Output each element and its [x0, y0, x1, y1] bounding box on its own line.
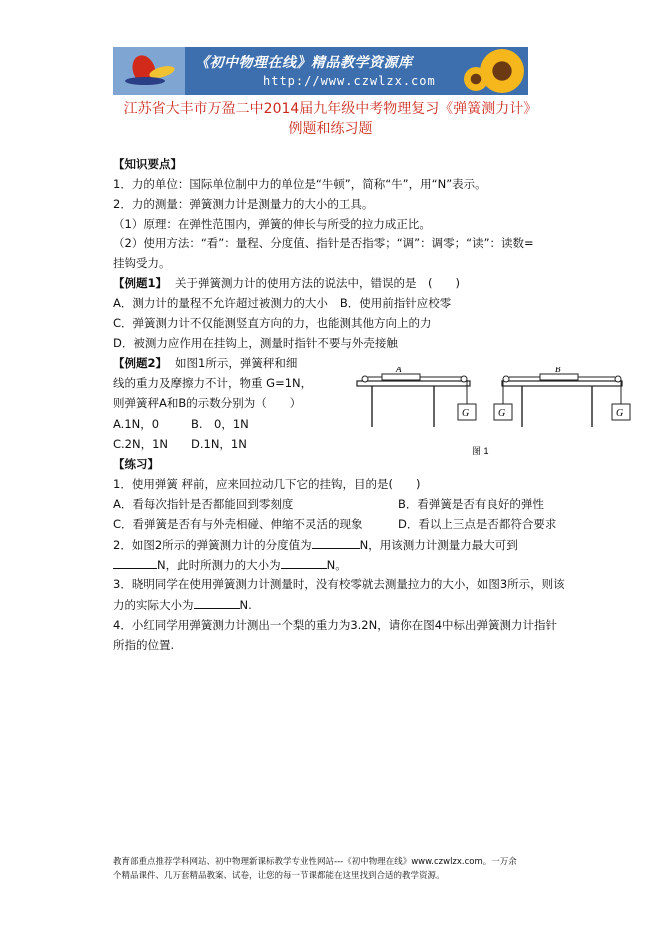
- spring-scale-b-label: B: [555, 367, 561, 374]
- banner-url: http://www.czwlzx.com: [263, 74, 436, 88]
- practice-q2-text: N，用该测力计测量力最大可到: [359, 538, 518, 552]
- weight-label: G: [462, 408, 470, 419]
- option-b: B. 0，1N: [191, 417, 249, 431]
- example2-question: 线的重力及摩擦力不计，物重 G=1N，: [113, 376, 313, 390]
- option-d: D.1N，1N: [191, 437, 247, 451]
- practice-q3: 3．晓明同学在使用弹簧测力计测量时，没有校零就去测量拉力的大小，如图3所示，则该: [113, 577, 565, 591]
- example2-options: [113, 416, 249, 432]
- sunflower-icon: [480, 49, 524, 93]
- example1-options: [113, 295, 451, 311]
- practice-q4: 所指的位置.: [113, 638, 175, 652]
- practice-q1-options: [113, 496, 544, 512]
- footer-text: 教育部重点推荐学科网站、初中物理新课标教学专业性网站---《初中物理在线》www.czwlzx.com。一万余: [113, 857, 517, 867]
- practice-q3-text: 力的实际大小为: [113, 598, 194, 612]
- option-d: D．被测力应作用在挂钩上，测量时指针不要与外壳接触: [113, 336, 398, 350]
- knowledge-point: （2）使用方法：“看”：量程、分度值、指针是否指零；“调”：调零；“读”：读数=: [113, 236, 534, 250]
- weight-label: G: [616, 408, 624, 419]
- example2-label: 【例题2】: [113, 356, 168, 370]
- option-a: A．测力计的量程不允许超过被测力的大小: [113, 296, 328, 310]
- practice-q2-text: N。: [326, 558, 347, 572]
- example1-stem: [113, 275, 460, 291]
- site-logo: [113, 47, 185, 95]
- banner-title: 《初中物理在线》精品教学资源库: [195, 55, 413, 71]
- weight-label: G: [498, 408, 506, 419]
- answer-blank[interactable]: [113, 556, 157, 569]
- example2-question: 如图1所示，弹簧秤和细: [175, 356, 298, 370]
- example2-options: [113, 436, 247, 452]
- example2-question: 则弹簧秤A和B的示数分别为（ ）: [113, 396, 302, 410]
- option-d: D．看以上三点是否都符合要求: [398, 517, 557, 531]
- knowledge-point: 挂钩受力。: [113, 256, 171, 270]
- knowledge-point: （1）原理：在弹性范围内，弹簧的伸长与所受的拉力成正比。: [113, 217, 431, 231]
- knowledge-point: 2．力的测量：弹簧测力计是测量力的大小的工具。: [113, 197, 374, 211]
- header-banner: [113, 47, 528, 95]
- practice-q2: [113, 556, 347, 573]
- spring-scale-a-label: A: [396, 367, 402, 374]
- figure-1: [352, 367, 652, 467]
- practice-q1: 1．使用弹簧 秤前，应来回拉动几下它的挂钩，目的是( ): [113, 477, 421, 491]
- example1-label: 【例题1】: [113, 276, 168, 290]
- practice-q2-text: N，此时所测力的大小为: [157, 558, 281, 572]
- practice-heading: 【练习】: [113, 457, 159, 471]
- practice-q2: [113, 536, 518, 553]
- option-a: A.1N，0: [113, 417, 160, 431]
- option-b: B．看弹簧是否有良好的弹性: [398, 497, 544, 511]
- option-b: B．使用前指针应校零: [339, 296, 452, 310]
- option-a: A．看每次指针是否都能回到零刻度: [113, 497, 294, 511]
- example2-stem: [113, 355, 297, 371]
- knowledge-heading: 【知识要点】: [113, 157, 182, 171]
- practice-q4: 4．小红同学用弹簧测力计测出一个梨的重力为3.2N，请你在图4中标出弹簧测力计指针: [113, 618, 558, 632]
- answer-blank[interactable]: [194, 596, 240, 609]
- knowledge-point: 1．力的单位：国际单位制中力的单位是“牛顿”，简称“牛”，用“N”表示。: [113, 177, 487, 191]
- practice-q2-text: 2．如图2所示的弹簧测力计的分度值为: [113, 538, 312, 552]
- option-c: C．看弹簧是否有与外壳相碰、伸缩不灵活的现象: [113, 517, 363, 531]
- answer-blank[interactable]: [281, 556, 327, 569]
- doc-title: 江苏省大丰市万盈二中2014届九年级中考物理复习《弹簧测力计》: [123, 101, 538, 117]
- doc-subtitle: 例题和练习题: [288, 121, 373, 137]
- practice-q1-options: [113, 516, 556, 532]
- option-c: C．弹簧测力计不仅能测竖直方向的力，也能测其他方向上的力: [113, 316, 432, 330]
- footer-text: 个精品课件、几万套精品教案、试卷，让您的每一节课都能在这里找到合适的教学资源。: [113, 871, 445, 881]
- practice-q3: [113, 596, 252, 613]
- answer-blank[interactable]: [312, 536, 360, 549]
- practice-q3-text: N.: [239, 598, 252, 612]
- figure-caption: 图 1: [472, 446, 489, 456]
- example1-question: 关于弹簧测力计的使用方法的说法中，错误的是 ( ): [175, 276, 460, 290]
- option-c: C.2N，1N: [113, 437, 169, 451]
